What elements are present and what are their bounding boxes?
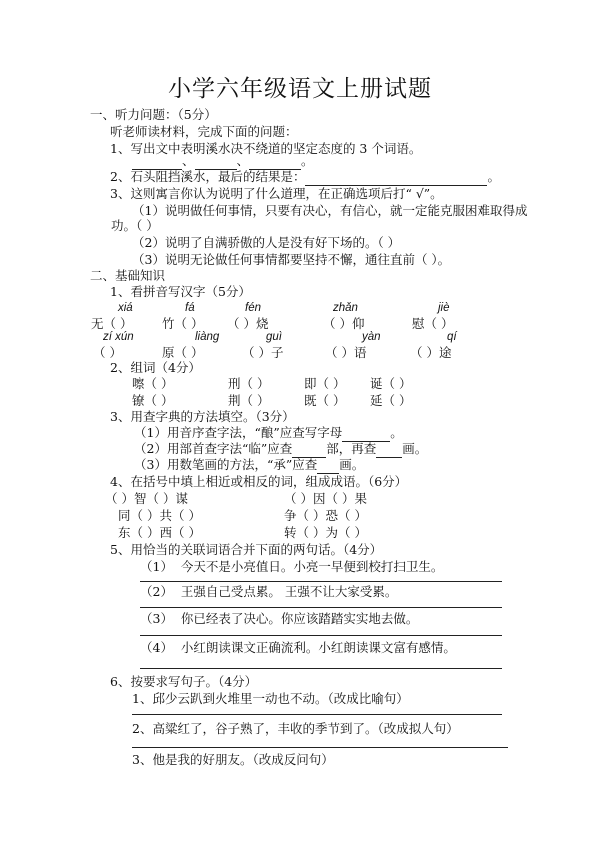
q2-blank[interactable] xyxy=(305,169,487,186)
p5-item-1 xyxy=(140,559,443,575)
char-2-3[interactable]: （ ）子 xyxy=(242,345,284,360)
q1-text: 1、写出文中表明溪水决不绕道的坚定态度的 3 个词语。 xyxy=(110,141,422,156)
p3-item-2-text-c: 画。 xyxy=(402,441,428,456)
p3-item-2-blank-2[interactable] xyxy=(376,441,402,458)
word-2-2[interactable]: 荆（ ） xyxy=(228,393,270,408)
p6-item-2: 2、高粱红了，谷子熟了，丰收的季节到了。（改成拟人句） xyxy=(132,721,459,736)
q2-end: 。 xyxy=(487,169,500,184)
p5-answer-line-3[interactable] xyxy=(140,635,502,636)
p5-item-2 xyxy=(140,584,397,600)
q1-blank-2[interactable] xyxy=(195,153,237,170)
p2-heading: 2、组词（4分） xyxy=(110,360,201,375)
p5-item-4-num: （4） xyxy=(140,640,173,655)
idiom-left-2[interactable]: 同（ ）共（ ） xyxy=(118,508,201,523)
section1-heading: 一、听力问题：（5分） xyxy=(90,107,217,122)
pinyin-2-1: zí xún xyxy=(103,331,134,343)
char-1-4[interactable]: （ ）仰 xyxy=(323,316,365,331)
char-1-1[interactable]: 无（ ） xyxy=(91,316,133,331)
p3-heading: 3、用查字典的方法填空。（3分） xyxy=(110,409,295,424)
p3-item-2-text-b: 部，再查 xyxy=(326,441,377,456)
p5-item-3 xyxy=(140,611,418,627)
p5-item-2-text: 王强自己受点累。 王强不让大家受累。 xyxy=(180,584,398,599)
p3-item-3 xyxy=(134,457,364,474)
p5-item-1-text: 今天不是小亮值日。小亮一早便到校打扫卫生。 xyxy=(180,559,444,574)
word-1-3[interactable]: 即（ ） xyxy=(304,376,346,391)
word-1-1[interactable]: 嚓（ ） xyxy=(132,376,174,391)
section1-intro: 听老师读材料，完成下面的问题： xyxy=(110,124,298,139)
q1-answer-row xyxy=(132,153,314,170)
p5-heading: 5、用恰当的关联词语合并下面的两句话。（4分） xyxy=(110,542,383,557)
p3-item-3-text-b: 画。 xyxy=(339,457,365,472)
p1-heading: 1、看拼音写汉字（5分） xyxy=(110,284,251,299)
p6-answer-line-1[interactable] xyxy=(132,714,502,715)
p5-item-3-text: 你已经表了决心。你应该踏踏实实地去做。 xyxy=(180,611,419,626)
char-1-3[interactable]: （ ）烧 xyxy=(227,316,269,331)
p5-item-4-text: 小红朗读课文正确流利。小红朗读课文富有感情。 xyxy=(180,640,456,655)
pinyin-1-1: xiá xyxy=(118,302,133,314)
idiom-left-3[interactable]: 东（ ）西（ ） xyxy=(118,525,201,540)
idiom-right-2[interactable]: 争（ ）恐（ ） xyxy=(284,508,367,523)
pinyin-2-2: liàng xyxy=(195,331,220,343)
p5-answer-line-2[interactable] xyxy=(140,607,502,608)
p6-heading: 6、按要求写句子。（4分） xyxy=(110,674,258,689)
p3-item-2-text-a: （2）用部首查字法“临”应查 xyxy=(134,441,293,456)
word-1-2[interactable]: 刑（ ） xyxy=(228,376,270,391)
p5-answer-line-4[interactable] xyxy=(140,668,502,669)
pinyin-1-3: fén xyxy=(245,302,261,314)
p5-item-3-num: （3） xyxy=(140,611,173,626)
pinyin-1-2: fá xyxy=(185,302,195,314)
q3-option-1a: （1）说明做任何事情，只要有决心，有信心，就一定能克服困难取得成 xyxy=(132,203,528,218)
p6-item-3: 3、他是我的好朋友。（改成反问句） xyxy=(132,752,334,767)
p3-item-3-blank[interactable] xyxy=(317,457,339,474)
q1-end: 。 xyxy=(301,153,314,168)
q3-text: 3、这则寓言你认为说明了什么道理，在正确选项后打“ √”。 xyxy=(110,186,443,201)
pinyin-1-5: jiè xyxy=(438,302,450,314)
pinyin-2-4: yàn xyxy=(362,331,381,343)
idiom-left-1[interactable]: （ ）智（ ）谋 xyxy=(105,491,188,506)
p4-heading: 4、在括号中填上相近或相反的词，组成成语。（6分） xyxy=(110,474,408,489)
p3-item-3-text-a: （3）用数笔画的方法，“承”应查 xyxy=(134,457,318,472)
char-2-4[interactable]: （ ）语 xyxy=(325,345,367,360)
q2-text: 2、石头阻挡溪水，最后的结果是： xyxy=(110,169,306,184)
p5-item-4 xyxy=(140,640,456,656)
p6-answer-line-2[interactable] xyxy=(132,747,508,748)
char-1-5[interactable]: 慰（ ） xyxy=(412,316,454,331)
idiom-right-3[interactable]: 转（ ）为（ ） xyxy=(284,525,367,540)
p3-item-2-blank-1[interactable] xyxy=(292,441,326,458)
p5-item-1-num: （1） xyxy=(140,559,173,574)
section2-heading: 二、基础知识 xyxy=(90,268,166,283)
p3-item-1-blank[interactable] xyxy=(342,425,390,442)
p3-item-1-text: （1）用音序查字法，“酿”应查写字母 xyxy=(134,425,343,440)
pinyin-2-5: qí xyxy=(447,331,457,343)
q1-sep-2: 、 xyxy=(236,153,250,168)
q2-row xyxy=(110,169,500,186)
pinyin-1-4: zhǎn xyxy=(333,302,358,314)
q1-blank-1[interactable] xyxy=(132,153,182,170)
char-1-2[interactable]: 竹（ ） xyxy=(162,316,204,331)
q3-option-3[interactable]: （3）说明无论做任何事情都要坚持不懈，通往直前（ ）。 xyxy=(132,252,451,267)
p5-item-2-num: （2） xyxy=(140,584,173,599)
char-2-1[interactable]: （ ） xyxy=(93,345,122,360)
idiom-right-1[interactable]: （ ）因（ ）果 xyxy=(284,491,367,506)
word-2-4[interactable]: 延（ ） xyxy=(370,393,412,408)
word-1-4[interactable]: 诞（ ） xyxy=(370,376,412,391)
q3-option-2[interactable]: （2）说明了自满骄傲的人是没有好下场的。（ ） xyxy=(132,235,401,250)
page-title: 小学六年级语文上册试题 xyxy=(168,76,432,102)
p3-item-2 xyxy=(134,441,427,458)
q1-blank-3[interactable] xyxy=(249,153,301,170)
q3-option-1b[interactable]: 功。（ ） xyxy=(111,218,159,233)
word-2-3[interactable]: 既（ ） xyxy=(304,393,346,408)
pinyin-2-3: guì xyxy=(266,331,282,343)
p3-item-1 xyxy=(134,425,403,442)
p5-answer-line-1[interactable] xyxy=(140,581,502,582)
p3-item-1-end: 。 xyxy=(390,425,403,440)
char-2-2[interactable]: 原（ ） xyxy=(162,345,204,360)
q1-sep-1: 、 xyxy=(182,153,195,168)
char-2-5[interactable]: （ ）途 xyxy=(410,345,452,360)
p6-item-1: 1、邱少云趴到火堆里一动也不动。（改成比喻句） xyxy=(132,691,409,706)
word-2-1[interactable]: 镣（ ） xyxy=(132,393,174,408)
